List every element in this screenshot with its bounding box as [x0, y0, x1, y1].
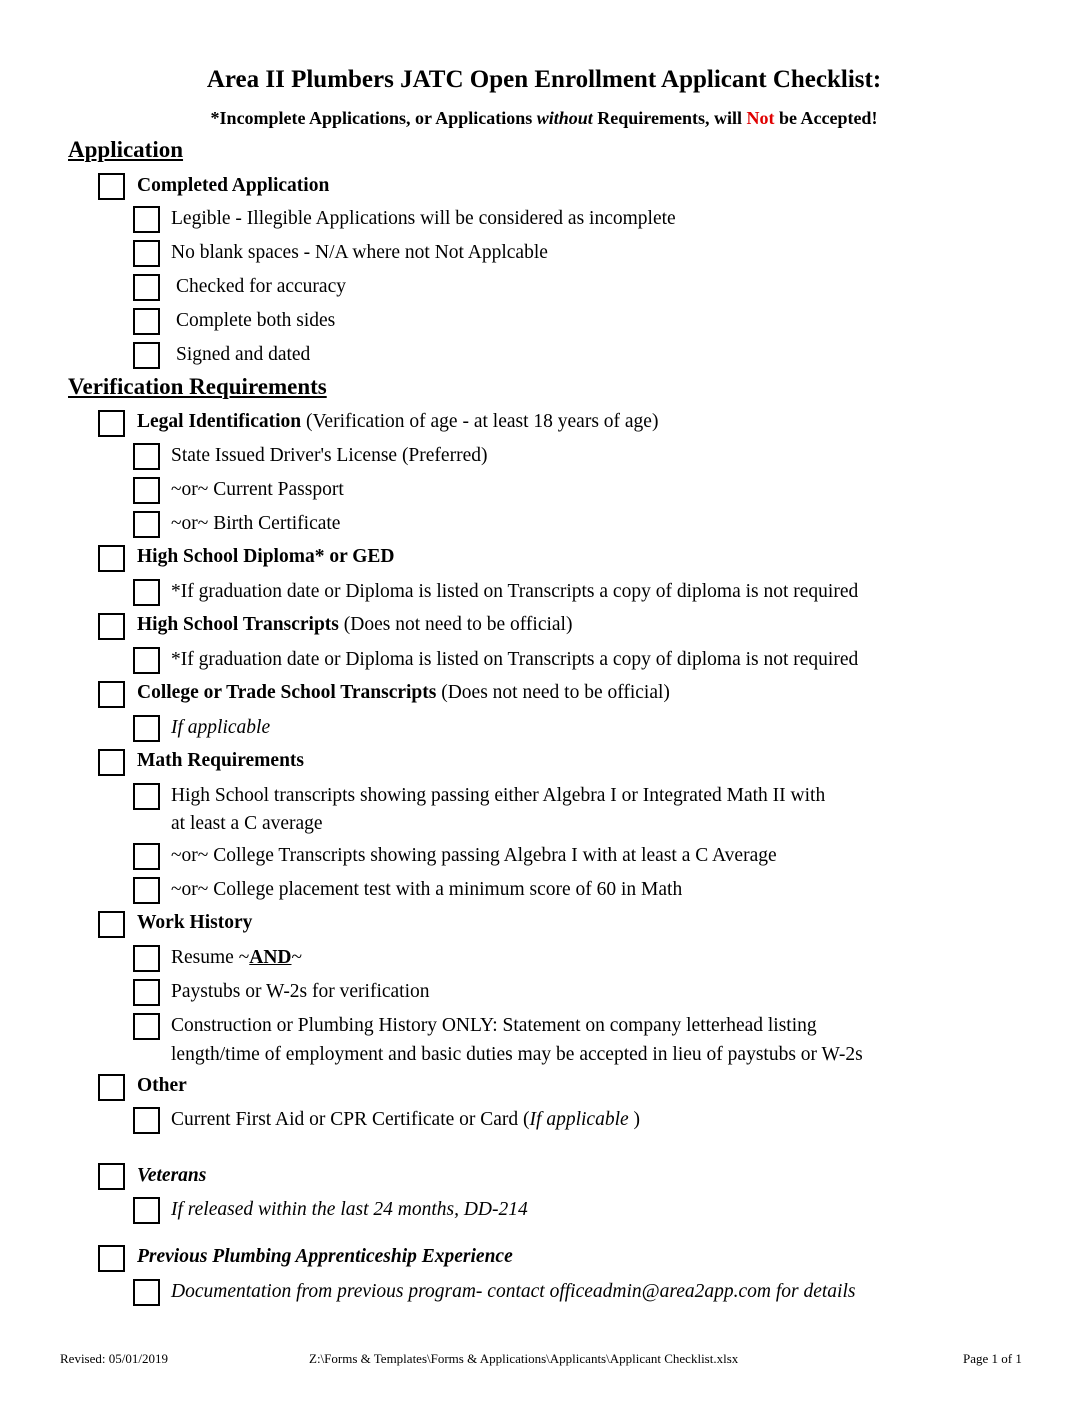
checkbox-legible[interactable] — [133, 206, 160, 233]
hs-transcripts-title: High School Transcripts — [137, 614, 339, 635]
cpr-end: ) — [633, 1109, 641, 1130]
resume-tilde: ~ — [291, 947, 303, 968]
label-complete-both-sides: Complete both sides — [176, 310, 336, 331]
label-math-hs-line1: High School transcripts showing passing either Algebra I or Integrated Math II with — [171, 785, 826, 806]
label-construction-line2: length/time of employment and basic duties may be accepted in lieu of paystubs or W-2s — [171, 1044, 863, 1065]
college-transcripts-note: (Does not need to be official) — [436, 682, 670, 703]
resume-text: Resume ~ — [171, 947, 250, 968]
checkbox-cpr[interactable] — [133, 1107, 160, 1134]
checkbox-math-college[interactable] — [133, 843, 160, 870]
checkbox-complete-both-sides[interactable] — [133, 308, 160, 335]
label-construction-line1: Construction or Plumbing History ONLY: Statement on company letterhead listing — [171, 1015, 817, 1036]
label-diploma: High School Diploma* or GED — [137, 546, 395, 567]
legal-id-note: (Verification of age - at least 18 years of age) — [301, 411, 659, 432]
label-checked-accuracy: Checked for accuracy — [176, 276, 346, 297]
footer-path: Z:\Forms & Templates\Forms & Applications\Applicants\Applicant Checklist.xlsx — [309, 1351, 739, 1366]
checkbox-college-transcripts[interactable] — [98, 681, 125, 708]
subtitle-part1: *Incomplete Applications, or Applications — [210, 108, 537, 128]
checkbox-construction-history[interactable] — [133, 1013, 160, 1040]
checkbox-math-requirements[interactable] — [98, 749, 125, 776]
label-previous-documentation: Documentation from previous program- contact officeadmin@area2app.com for details — [171, 1281, 856, 1302]
page-subtitle — [0, 108, 1088, 129]
label-math-requirements: Math Requirements — [137, 750, 304, 771]
label-diploma-note: *If graduation date or Diploma is listed on Transcripts a copy of diploma is not required — [171, 581, 859, 602]
label-previous-apprenticeship: Previous Plumbing Apprenticeship Experience — [137, 1246, 513, 1267]
resume-and: AND — [249, 947, 292, 968]
checkbox-college-if-applicable[interactable] — [133, 715, 160, 742]
hs-transcripts-note: (Does not need to be official) — [338, 614, 573, 635]
subtitle-without: without — [536, 108, 593, 128]
checkbox-passport[interactable] — [133, 477, 160, 504]
checkbox-completed-application[interactable] — [98, 173, 125, 200]
label-completed-application: Completed Application — [137, 175, 330, 196]
page-title: Area II Plumbers JATC Open Enrollment Applicant Checklist: — [206, 66, 882, 93]
section-application: Application — [68, 137, 184, 162]
label-legible: Legible - Illegible Applications will be considered as incomplete — [171, 208, 676, 229]
subtitle-part5: be Accepted! — [774, 108, 878, 128]
cpr-text: Current First Aid or CPR Certificate or Card ( — [171, 1109, 530, 1130]
footer-revised: Revised: 05/01/2019 — [60, 1351, 168, 1366]
checkbox-other[interactable] — [98, 1074, 125, 1101]
checkbox-no-blank-spaces[interactable] — [133, 240, 160, 267]
label-other: Other — [137, 1075, 187, 1096]
label-cpr — [171, 1108, 640, 1132]
checkbox-previous-documentation[interactable] — [133, 1279, 160, 1306]
college-transcripts-title: College or Trade School Transcripts — [137, 682, 437, 703]
label-math-hs-line2: at least a C average — [171, 813, 323, 834]
checkbox-math-placement[interactable] — [133, 877, 160, 904]
section-verification: Verification Requirements — [68, 374, 327, 399]
label-college-transcripts — [137, 681, 670, 705]
subtitle-not: Not — [746, 108, 775, 128]
checkbox-veterans[interactable] — [98, 1163, 125, 1190]
checkbox-hs-transcripts-note[interactable] — [133, 647, 160, 674]
checkbox-checked-accuracy[interactable] — [133, 274, 160, 301]
label-paystubs: Paystubs or W-2s for verification — [171, 981, 430, 1002]
label-drivers-license: State Issued Driver's License (Preferred) — [171, 445, 488, 466]
checkbox-drivers-license[interactable] — [133, 443, 160, 470]
checkbox-dd214[interactable] — [133, 1197, 160, 1224]
legal-id-title: Legal Identification — [137, 411, 302, 432]
checkbox-birth-certificate[interactable] — [133, 511, 160, 538]
label-no-blank-spaces: No blank spaces - N/A where not Not Applcable — [171, 242, 548, 263]
label-birth-certificate: ~or~ Birth Certificate — [171, 513, 341, 534]
label-passport: ~or~ Current Passport — [171, 479, 344, 500]
label-hs-transcripts-note: *If graduation date or Diploma is listed on Transcripts a copy of diploma is not required — [171, 649, 859, 670]
label-math-college: ~or~ College Transcripts showing passing Algebra I with at least a C Average — [171, 845, 777, 866]
checkbox-hs-transcripts[interactable] — [98, 613, 125, 640]
checkbox-previous-apprenticeship[interactable] — [98, 1245, 125, 1272]
checkbox-work-history[interactable] — [98, 911, 125, 938]
label-signed-dated: Signed and dated — [176, 344, 311, 365]
footer-page: Page 1 of 1 — [963, 1351, 1022, 1366]
checkbox-legal-identification[interactable] — [98, 410, 125, 437]
checkbox-math-hs[interactable] — [133, 783, 160, 810]
checkbox-signed-dated[interactable] — [133, 342, 160, 369]
subtitle-part3: Requirements, will — [592, 108, 747, 128]
checkbox-diploma[interactable] — [98, 545, 125, 572]
label-veterans: Veterans — [137, 1165, 207, 1186]
label-legal-identification — [137, 410, 658, 434]
checkbox-diploma-note[interactable] — [133, 579, 160, 606]
label-college-if-applicable: If applicable — [171, 717, 271, 738]
label-dd214: If released within the last 24 months, DD-214 — [171, 1199, 528, 1220]
label-math-placement: ~or~ College placement test with a minimum score of 60 in Math — [171, 879, 683, 900]
cpr-if-applicable: If applicable — [529, 1109, 634, 1130]
label-resume — [171, 946, 302, 970]
label-work-history: Work History — [137, 912, 253, 933]
checkbox-resume[interactable] — [133, 945, 160, 972]
checkbox-paystubs[interactable] — [133, 979, 160, 1006]
label-hs-transcripts — [137, 613, 572, 637]
